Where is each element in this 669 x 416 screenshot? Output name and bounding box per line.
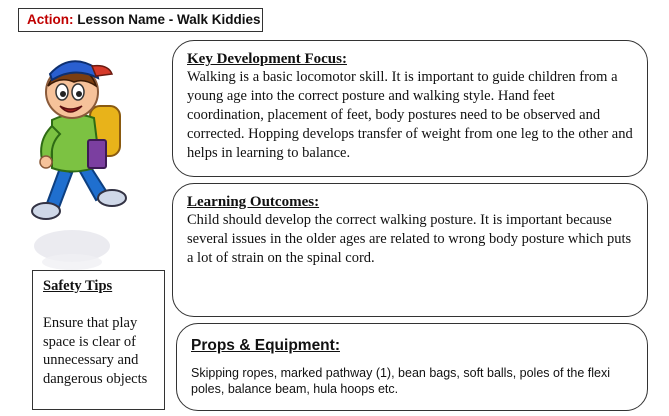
action-label: Action: <box>27 12 74 27</box>
learning-outcomes-box <box>172 183 648 317</box>
walking-child-illustration <box>12 48 162 273</box>
props-equipment-heading: Props & Equipment: <box>191 337 340 354</box>
walking-child-with-backpack-icon <box>12 48 162 273</box>
lesson-title: Lesson Name - Walk Kiddies <box>77 12 261 27</box>
learning-outcomes-heading: Learning Outcomes: <box>187 194 320 210</box>
lesson-title-box <box>18 8 263 32</box>
props-equipment-box <box>176 323 648 411</box>
safety-tips-box <box>32 270 165 410</box>
safety-tips-heading: Safety Tips <box>43 278 113 294</box>
props-equipment-text: Skipping ropes, marked pathway (1), bean bags, soft balls, poles of the flexi poles, balance beam, hula hoops etc. <box>191 366 610 396</box>
key-development-focus-box <box>172 40 648 177</box>
safety-tips-text: Ensure that play space is clear of unnecessary and dangerous objects <box>43 315 148 387</box>
key-development-focus-text: Walking is a basic locomotor skill. It is important to guide children from a young age into the correct posture and walking style. Hand feet coordination, placement of feet, body postures need to be observed and corrected. Hopping develops transfer of weight from one leg to the other and helps in learning to balance. <box>187 69 633 161</box>
learning-outcomes-text: Child should develop the correct walking posture. It is important because several issues in the older ages are related to wrong body posture which puts a lot of strain on the spinal cord. <box>187 212 632 266</box>
key-development-focus-heading: Key Development Focus: <box>187 51 347 67</box>
